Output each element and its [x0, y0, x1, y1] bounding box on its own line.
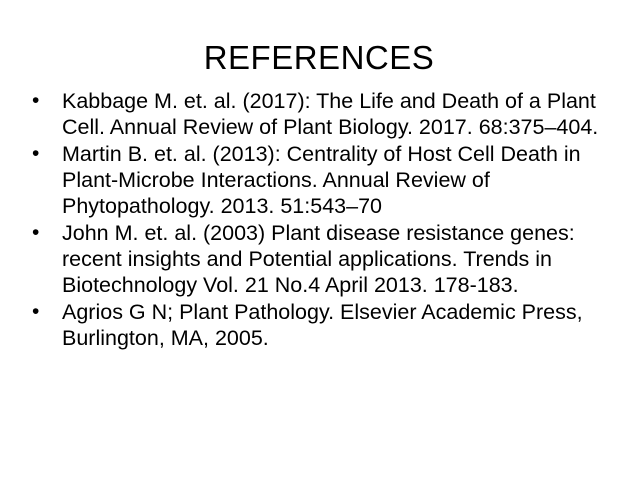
bullet-icon: •: [32, 89, 40, 112]
reference-item: [32, 299, 622, 351]
slide-title: REFERENCES: [203, 39, 435, 76]
reference-item: [32, 141, 622, 219]
reference-item: [32, 220, 622, 298]
bullet-icon: •: [32, 142, 40, 165]
bullet-icon: •: [32, 221, 40, 244]
reference-item: [32, 88, 622, 140]
reference-text: Kabbage M. et. al. (2017): The Life and Death of a Plant Cell. Annual Review of Plant Biology. 2017. 68:375–404.: [62, 89, 599, 139]
reference-text: Agrios G N; Plant Pathology. Elsevier Academic Press, Burlington, MA, 2005.: [62, 300, 583, 350]
reference-list: [32, 88, 622, 352]
reference-text: John M. et. al. (2003) Plant disease resistance genes: recent insights and Potential applications. Trends in Biotechnology Vol. 21 No.4 April 2013. 178-183.: [62, 221, 575, 297]
bullet-icon: •: [32, 300, 40, 323]
reference-text: Martin B. et. al. (2013): Centrality of Host Cell Death in Plant-Microbe Interactions. Annual Review of Phytopathology. 2013. 51:543–70: [62, 142, 581, 218]
